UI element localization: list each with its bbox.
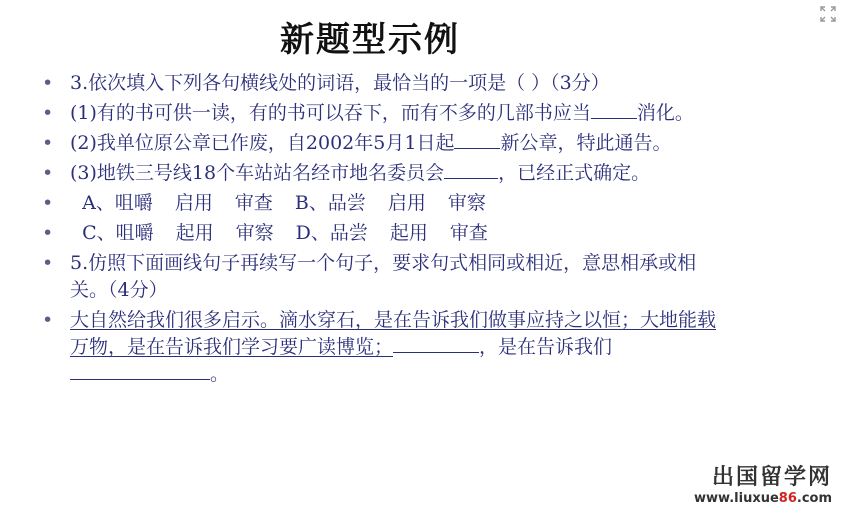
blank-1 [591, 100, 637, 119]
watermark [694, 460, 832, 506]
option-c: C、咀嚼 [82, 222, 154, 244]
list-item [40, 250, 720, 304]
option-word: 起用 [175, 222, 214, 244]
option-word: 启用 [174, 192, 213, 214]
option-word: 审查 [234, 192, 273, 214]
option-d: D、品尝 [295, 222, 368, 244]
underlined-example: 大自然给我们很多启示。滴水穿石，是在告诉我们做事应持之以恒；大地能载万物，是在告诉我们学习要广读博览； [70, 309, 717, 358]
watermark-url-post: .com [796, 491, 832, 506]
watermark-url-num: 86 [778, 491, 797, 506]
expand-icon[interactable] [820, 6, 836, 22]
bullet-icon: • [42, 222, 54, 244]
sentence-1-end: 消化。 [636, 102, 694, 124]
slide-title: 新题型示例 [280, 20, 460, 60]
answer-blank-2 [70, 361, 210, 380]
bullet-icon: • [42, 192, 54, 214]
sentence-3-end: ，已经正式确定。 [498, 162, 651, 184]
option-a: A、咀嚼 [82, 192, 153, 214]
sentence-1: (1)有的书可供一读，有的书可以吞下，而有不多的几部书应当 [70, 102, 591, 124]
list-item [40, 70, 720, 97]
bullet-icon: • [42, 102, 54, 124]
sentence-2-end: 新公章，特此通告。 [500, 132, 672, 154]
option-row [40, 190, 720, 217]
sentence-3: (3)地铁三号线18个车站站名经市地名委员会 [70, 162, 445, 184]
answer-blank-1 [393, 334, 479, 353]
list-item [40, 307, 720, 388]
list-item [40, 160, 720, 187]
blank-3 [444, 160, 498, 179]
bullet-icon: • [42, 309, 54, 331]
option-word: 审查 [449, 222, 488, 244]
option-row [40, 220, 720, 247]
example-mid: ，是在告诉我们 [479, 336, 613, 358]
example-end: 。 [210, 363, 230, 385]
option-word: 审察 [235, 222, 274, 244]
watermark-url [694, 491, 832, 506]
watermark-url-pre: www.liuxue [694, 491, 779, 506]
bullet-icon: • [42, 252, 54, 274]
question-list [40, 70, 720, 391]
option-b: B、品尝 [294, 192, 366, 214]
blank-2 [454, 130, 500, 149]
option-word: 启用 [387, 192, 426, 214]
list-item [40, 130, 720, 157]
watermark-name: 出国留学网 [711, 465, 832, 490]
option-word: 审察 [447, 192, 486, 214]
bullet-icon: • [42, 132, 54, 154]
question-5: 5.仿照下面画线句子再续写一个句子，要求句式相同或相近，意思相承或相关。（4分） [70, 252, 697, 301]
option-word: 起用 [389, 222, 428, 244]
bullet-icon: • [42, 162, 54, 184]
list-item [40, 100, 720, 127]
sentence-2: (2)我单位原公章已作废，自2002年5月1日起 [70, 132, 455, 154]
bullet-icon: • [42, 72, 54, 94]
question-3: 3.依次填入下列各句横线处的词语，最恰当的一项是（ ）（3分） [70, 72, 610, 94]
